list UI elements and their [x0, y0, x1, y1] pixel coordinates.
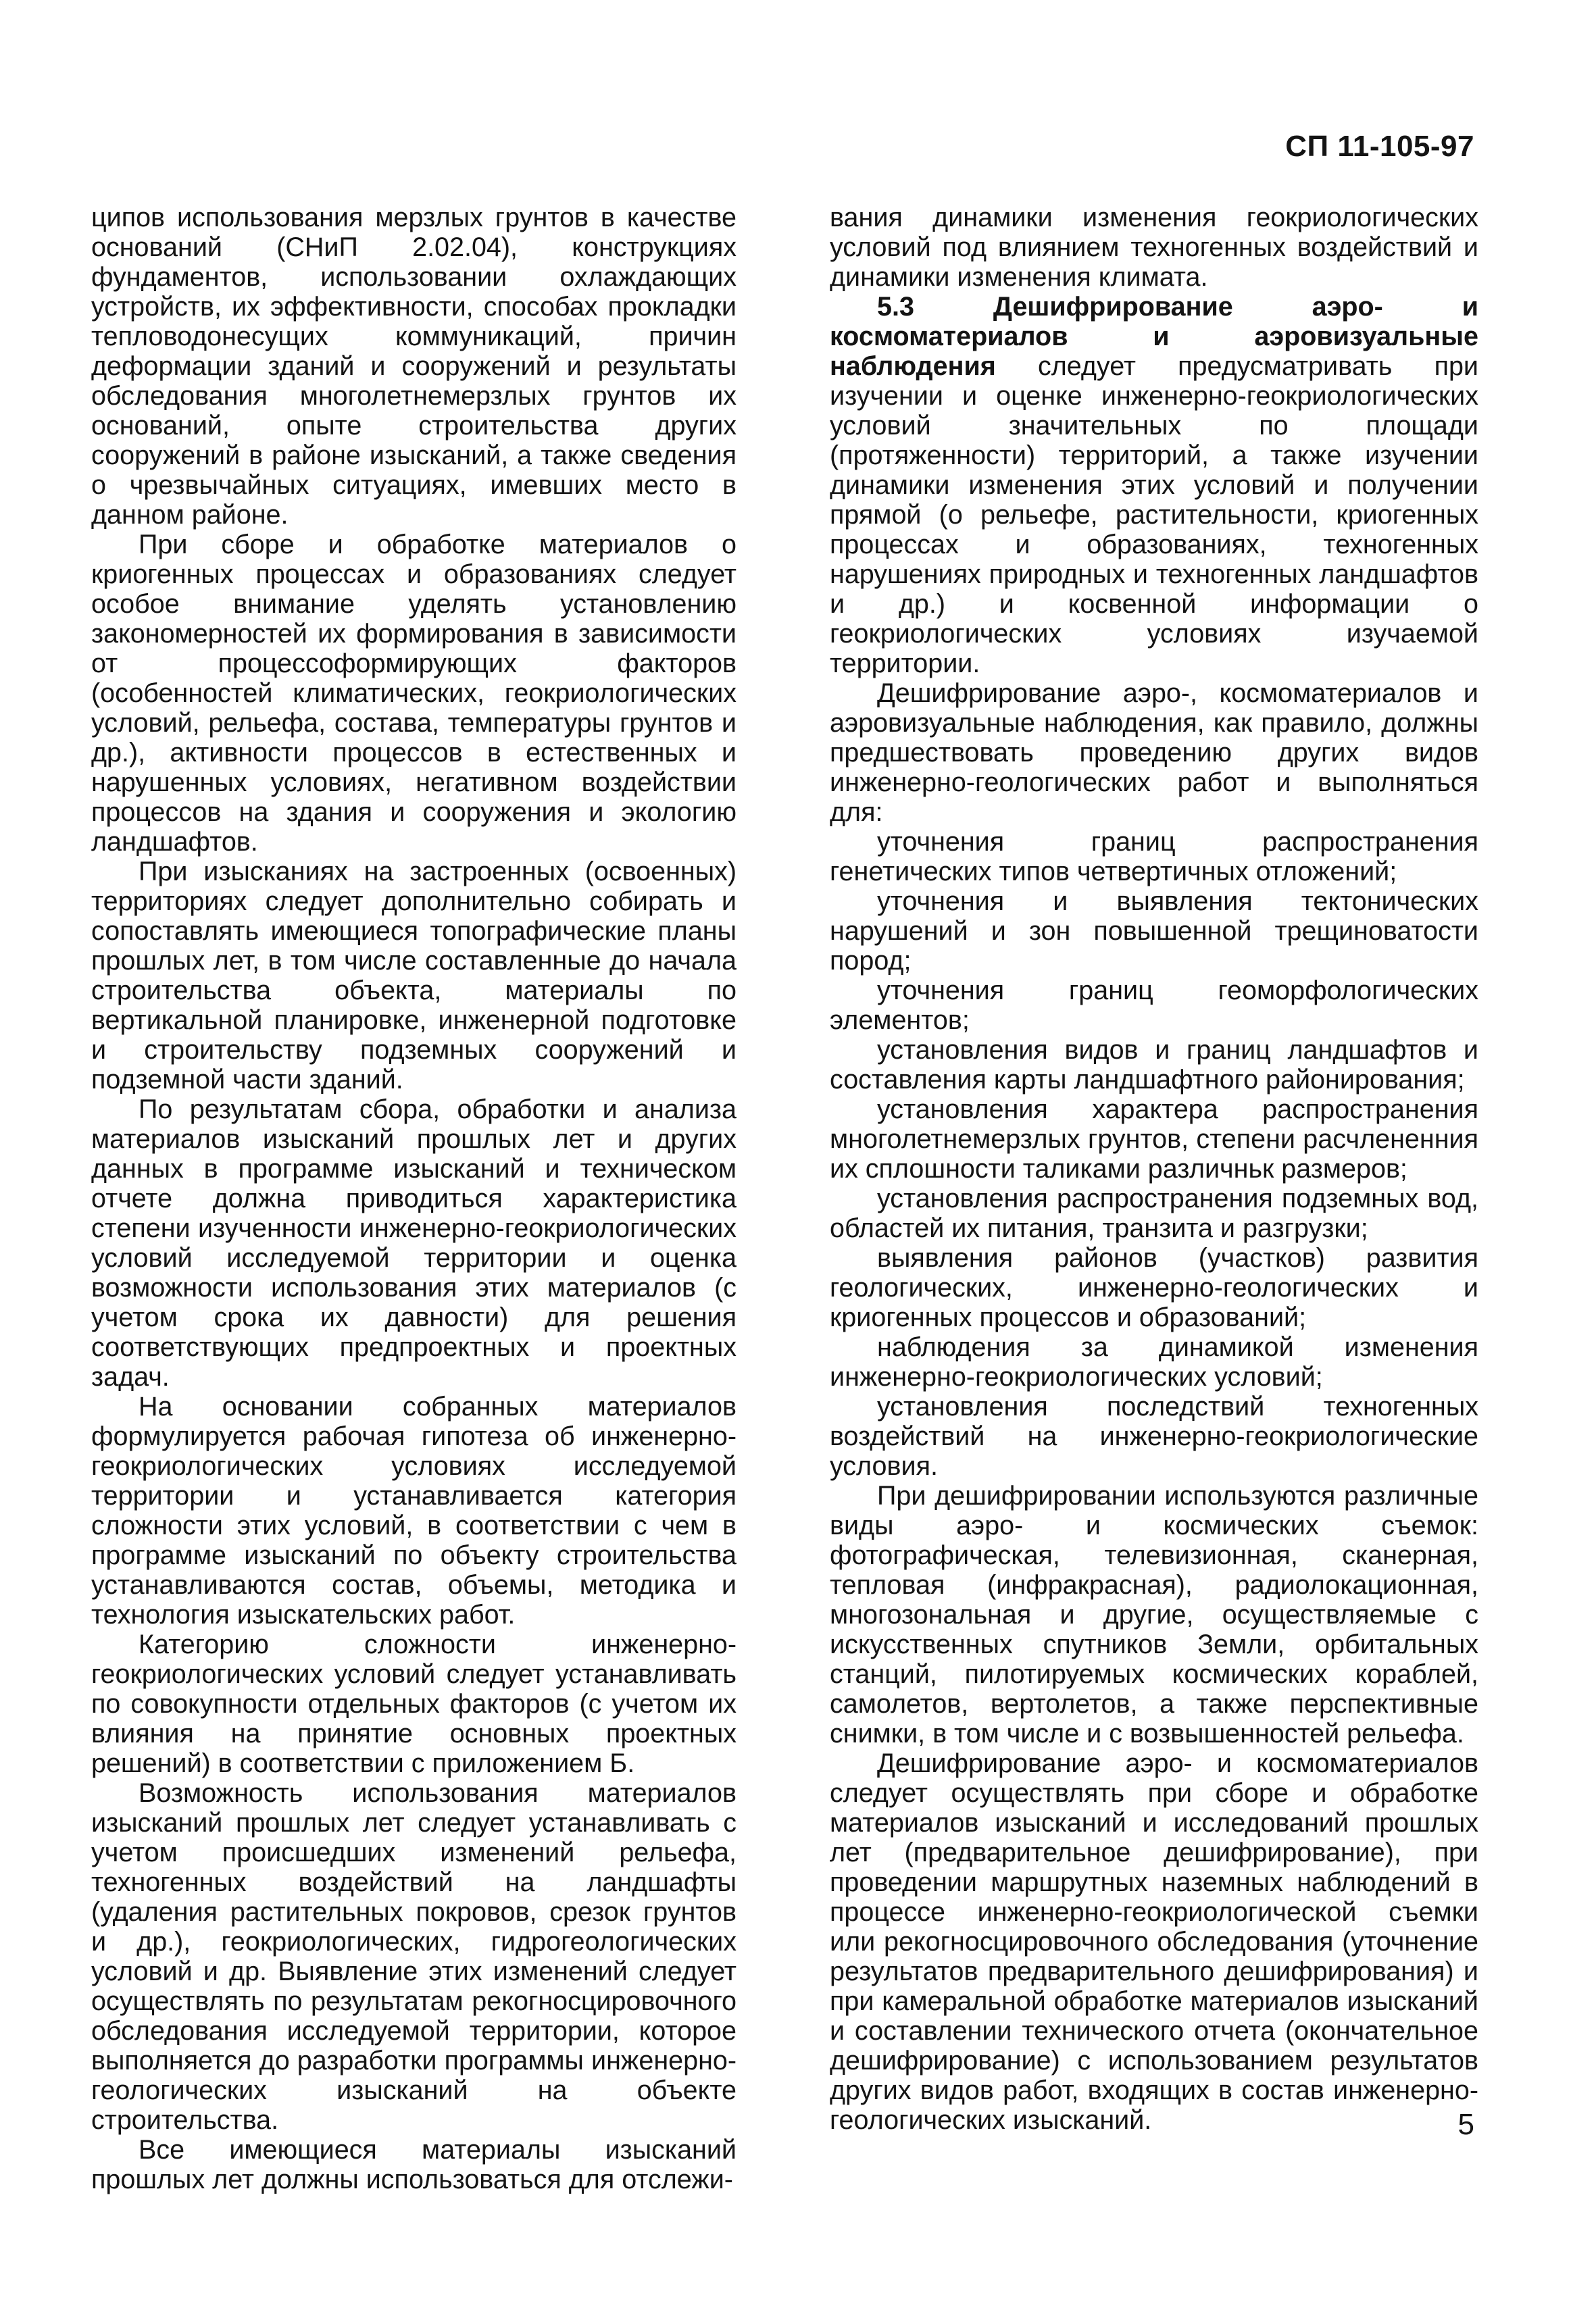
section-paragraph	[830, 292, 1478, 678]
section-heading: 5.3 Дешифрирование аэро- и космоматериалов и аэровизуальные наблюдения	[830, 292, 1478, 381]
list-item: наблюдения за динамикой изменения инженерно-геокриологических условий;	[830, 1332, 1478, 1392]
section-text: следует предусматривать при изучении и оценке инженерно-геокриологических условий значительных по площади (протяженности) территорий, а также изучении динамики изменения этих условий и получении прямой (о рельефе, растительности, криогенных процессах и образованиях, техногенных нарушениях природных и техногенных ландшафтов и др.) и косвенной информации о геокриологических условиях изучаемой территории.	[830, 351, 1478, 678]
list-item: уточнения границ распространения генетических типов четвертичных отложений;	[830, 827, 1478, 886]
paragraph: На основании собранных материалов формулируется рабочая гипотеза об инженерно-геокриологических условиях исследуемой территории и устанавливается категория сложности этих условий, в соответствии с чем в программе изысканий по объекту строительства устанавливаются состав, объемы, методика и технология изыскательских работ.	[91, 1392, 737, 1630]
paragraph: ципов использования мерзлых грунтов в качестве оснований (СНиП 2.02.04), конструкциях фундаментов, использовании охлаждающих устройств, их эффективности, способах прокладки тепловодонесущих коммуникаций, причин деформации зданий и сооружений и результаты обследования многолетнемерзлых грунтов их оснований, опыте строительства других сооружений в районе изысканий, а также сведения о чрезвычайных ситуациях, имевших место в данном районе.	[91, 203, 737, 530]
paragraph: При изысканиях на застроенных (освоенных) территориях следует дополнительно собирать и сопоставлять имеющиеся топографические планы прошлых лет, в том числе составленные до начала строительства объекта, материалы по вертикальной планировке, инженерной подготовке и строительству подземных сооружений и подземной части зданий.	[91, 857, 737, 1095]
right-column	[830, 203, 1478, 2135]
list-item: установления видов и границ ландшафтов и составления карты ландшафтного районирования;	[830, 1035, 1478, 1095]
paragraph: Все имеющиеся материалы изысканий прошлых лет должны использоваться для отслежи-	[91, 2135, 737, 2194]
list-item: уточнения и выявления тектонических нарушений и зон повышенной трещиноватости пород;	[830, 886, 1478, 976]
paragraph: вания динамики изменения геокриологических условий под влиянием техногенных воздействий и динамики изменения климата.	[830, 203, 1478, 292]
paragraph: По результатам сбора, обработки и анализа материалов изысканий прошлых лет и других данных в программе изысканий и техническом отчете должна приводиться характеристика степени изученности инженерно-геокриологических условий исследуемой территории и оценка возможности использования этих материалов (с учетом срока их давности) для решения соответствующих предпроектных и проектных задач.	[91, 1095, 737, 1392]
document-code: СП 11-105-97	[1285, 130, 1474, 163]
paragraph: Дешифрирование аэро- и космоматериалов следует осуществлять при сборе и обработке материалов изысканий и исследований прошлых лет (предварительное дешифрирование), при проведении маршрутных наземных наблюдений в процессе инженерно-геокриологической съемки или рекогносцировочного обследования (уточнение результатов предварительного дешифрирования) и при камеральной обработке материалов изысканий и составлении технического отчета (окончательное дешифрирование) с использованием результатов других видов работ, входящих в состав инженерно-геологических изысканий.	[830, 1749, 1478, 2135]
paragraph: При сборе и обработке материалов о криогенных процессах и образованиях следует особое внимание уделять установлению закономерностей их формирования в зависимости от процессоформирующих факторов (особенностей климатических, геокриологических условий, рельефа, состава, температуры грунтов и др.), активности процессов в естественных и нарушенных условиях, негативном воздействии процессов на здания и сооружения и экологию ландшафтов.	[91, 530, 737, 857]
paragraph: Дешифрирование аэро-, космоматериалов и аэровизуальные наблюдения, как правило, должны предшествовать проведению других видов инженерно-геологических работ и выполняться для:	[830, 678, 1478, 827]
list-item: выявления районов (участков) развития геологических, инженерно-геологических и криогенных процессов и образований;	[830, 1243, 1478, 1332]
list-item: установления распространения подземных вод, областей их питания, транзита и разгрузки;	[830, 1184, 1478, 1243]
page-number: 5	[1457, 2108, 1474, 2141]
list-item: установления характера распространения многолетнемерзлых грунтов, степени расчлененния их сплошности таликами различньк размеров;	[830, 1095, 1478, 1184]
left-column	[91, 203, 737, 2194]
paragraph: Категорию сложности инженерно-геокриологических условий следует устанавливать по совокупности отдельных факторов (с учетом их влияния на принятие основных проектных решений) в соответствии с приложением Б.	[91, 1630, 737, 1778]
paragraph: Возможность использования материалов изысканий прошлых лет следует устанавливать с учетом происшедших изменений рельефа, техногенных воздействий на ландшафты (удаления растительных покровов, срезок грунтов и др.), геокриологических, гидрогеологических условий и др. Выявление этих изменений следует осуществлять по результатам рекогносцировочного обследования исследуемой территории, которое выполняется до разработки программы инженерно-геологических изысканий на объекте строительства.	[91, 1778, 737, 2135]
list-item: установления последствий техногенных воздействий на инженерно-геокриологические условия.	[830, 1392, 1478, 1481]
list-item: уточнения границ геоморфологических элементов;	[830, 976, 1478, 1035]
paragraph: При дешифрировании используются различные виды аэро- и космических съемок: фотографическая, телевизионная, сканерная, тепловая (инфракрасная), радиолокационная, многозональная и другие, осуществляемые с искусственных спутников Земли, орбитальных станций, пилотируемых космических кораблей, самолетов, вертолетов, а также перспективные снимки, в том числе и с возвышенностей рельефа.	[830, 1481, 1478, 1749]
